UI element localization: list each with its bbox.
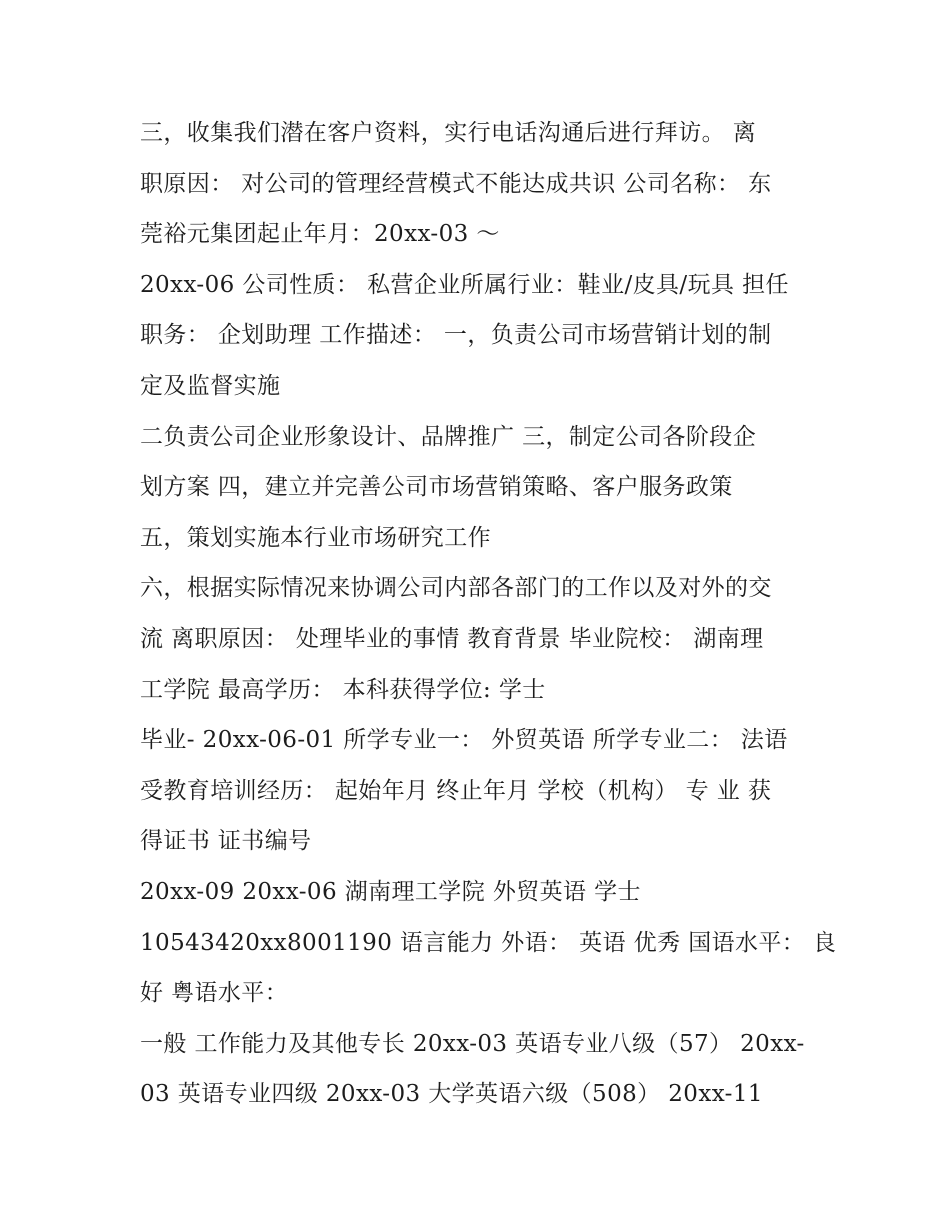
text-line: 受教育培训经历： 起始年月 终止年月 学校（机构） 专 业 获	[140, 777, 772, 804]
text-line: 10543420xx8001190 语言能力 外语： 英语 优秀 国语水平： 良	[140, 929, 837, 956]
text-line: 二负责公司企业形象设计、品牌推广 三，制定公司各阶段企	[140, 423, 757, 450]
document-body	[140, 108, 837, 1120]
text-line: 定及监督实施	[140, 372, 281, 399]
text-line: 职原因： 对公司的管理经营模式不能达成共识 公司名称： 东	[140, 170, 772, 197]
text-line: 莞裕元集团起止年月：20xx-03 ～	[140, 221, 500, 248]
text-line: 工学院 最高学历： 本科获得学位: 学士	[140, 676, 546, 703]
text-line: 一般 工作能力及其他专长 20xx-03 英语专业八级（57） 20xx-	[140, 1030, 805, 1057]
text-line: 03 英语专业四级 20xx-03 大学英语六级（508） 20xx-11	[140, 1081, 763, 1108]
text-line: 五，策划实施本行业市场研究工作	[140, 524, 491, 551]
text-line: 20xx-09 20xx-06 湖南理工学院 外贸英语 学士	[140, 878, 641, 905]
text-line: 好 粤语水平：	[140, 980, 289, 1007]
text-line: 毕业- 20xx-06-01 所学专业一： 外贸英语 所学专业二： 法语	[140, 727, 788, 754]
text-line: 得证书 证书编号	[140, 828, 312, 855]
text-line: 20xx-06 公司性质： 私营企业所属行业：鞋业/皮具/玩具 担任	[140, 271, 789, 298]
text-line: 职务： 企划助理 工作描述： 一，负责公司市场营销计划的制	[140, 322, 772, 349]
text-line: 六，根据实际情况来协调公司内部各部门的工作以及对外的交	[140, 575, 772, 602]
text-line: 三，收集我们潜在客户资料，实行电话沟通后进行拜访。 离	[140, 120, 757, 146]
text-line: 划方案 四，建立并完善公司市场营销策略、客户服务政策	[140, 474, 733, 501]
text-line: 流 离职原因： 处理毕业的事情 教育背景 毕业院校： 湖南理	[140, 625, 764, 652]
